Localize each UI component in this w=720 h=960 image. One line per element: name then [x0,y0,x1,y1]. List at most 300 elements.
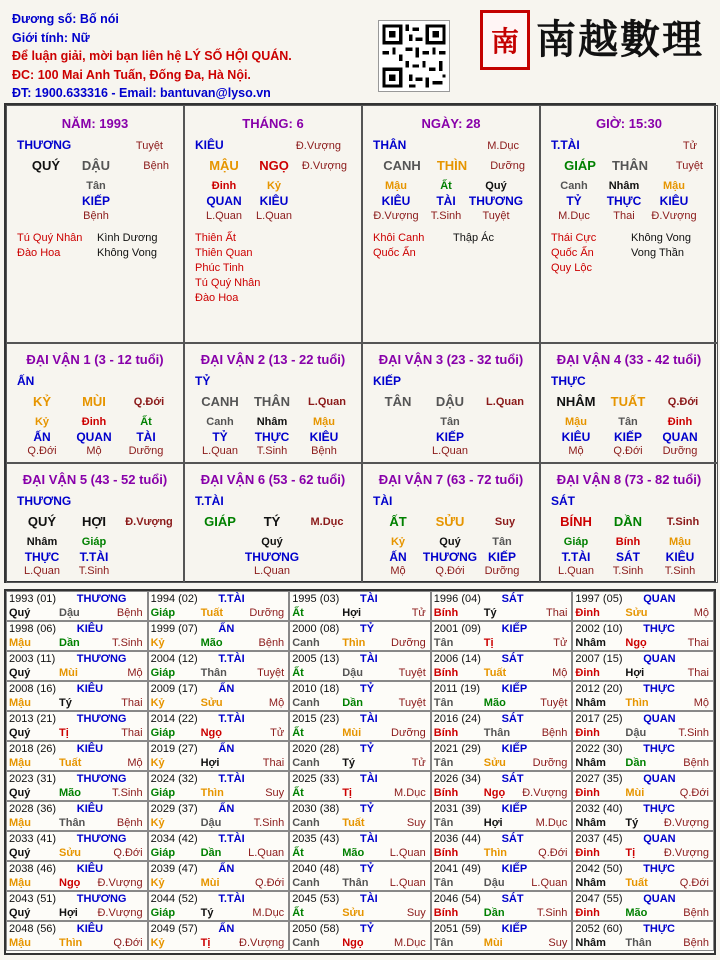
hidden-god: KIẾP [613,430,642,444]
year-stem: Canh [292,637,320,649]
year-branch: Mùi [200,877,220,889]
year-cell [572,771,714,801]
year-branch: Tị [200,937,211,949]
year-state: Q.Đới [538,847,568,859]
star-right: Thập Ác [453,232,494,244]
dai-van-title: ĐẠI VẬN 5 (43 - 52 tuổi) [22,472,168,487]
year-branch: Ngọ [200,727,222,739]
year-cell [148,861,290,891]
year-branch: Dần [200,847,222,859]
year-label: 2011 (19) [433,683,481,695]
year-god: TỶ [359,863,375,875]
year-branch: Dần [59,637,80,649]
hidden-stem: Canh [560,180,588,192]
hidden-god: ẤN [389,550,407,564]
hidden-state: Dưỡng [662,445,698,457]
hidden-state: Đ.Vượng [373,210,419,222]
dai-van-stem: BÍNH [560,514,592,529]
year-stem: Bính [433,907,459,919]
year-god: SÁT [501,893,524,905]
year-branch: Sửu [200,697,223,709]
year-label: 2005 (13) [292,653,340,665]
year-stem: Tân [433,937,454,949]
year-branch: Ngọ [59,877,81,889]
year-god: ẤN [218,803,235,815]
dai-van-state: M.Dục [310,516,344,528]
year-label: 2049 (57) [150,923,198,935]
year-god: QUAN [643,773,676,785]
year-cell [6,831,148,861]
year-branch: Mão [200,637,223,649]
dai-van-title: ĐẠI VẬN 2 (13 - 22 tuổi) [200,352,346,367]
year-state: Tử [411,607,426,619]
pillar-title: NGÀY: 28 [421,116,481,131]
year-stem: Tân [433,697,454,709]
year-god: KIẾP [501,803,528,815]
year-stem: Mậu [9,757,31,769]
contact-address: ĐC: 100 Mai Anh Tuấn, Đống Đa, Hà Nội. [12,67,251,82]
year-state: Thai [121,727,143,739]
hidden-stem: Tân [492,536,512,548]
year-label: 2016 (24) [433,713,481,725]
pillar-branch-state: Bệnh [143,160,169,172]
year-cell [431,711,573,741]
dai-van-state: Suy [494,516,516,528]
year-branch: Ngọ [342,937,364,949]
year-state: Tử [553,637,568,649]
year-state: Suy [406,817,426,829]
year-god: ẤN [218,863,235,875]
year-cell [148,921,290,951]
pillar-stem: CANH [383,158,421,173]
year-stem: Kỷ [150,937,165,949]
year-label: 2023 (31) [9,773,57,785]
hidden-stem: Tân [618,416,638,428]
star-left: Phúc Tinh [195,262,244,274]
year-branch: Hợi [200,757,220,769]
pillar-cell [184,105,362,343]
hidden-god: TÀI [136,430,156,444]
dai-van-cell [362,463,540,583]
year-god: TỶ [359,683,375,695]
year-state: M.Dục [394,937,426,949]
year-state: Tuyệt [540,697,568,709]
pillar-branch: DẬU [81,158,111,173]
hidden-god: KIẾP [81,194,110,208]
year-god: KIÊU [76,803,104,815]
year-stem: Kỷ [150,877,165,889]
dai-van-god: TÀI [373,494,393,508]
year-branch: Tuất [342,817,365,829]
year-god: T.TÀI [218,593,245,605]
year-label: 2037 (45) [575,833,623,845]
year-god: SÁT [501,773,524,785]
pillar-stem-state: Tử [682,140,697,152]
dai-van-god: TỶ [195,374,211,388]
year-cell [6,681,148,711]
hidden-state: Tuyệt [482,210,510,222]
year-cell [6,591,148,621]
hidden-god: THỰC [254,430,290,444]
year-label: 2019 (27) [150,743,198,755]
hidden-stem: Quý [485,180,507,192]
year-cell [431,591,573,621]
year-cell [148,621,290,651]
year-branch: Mùi [342,727,362,739]
year-god: THƯƠNG [76,653,127,665]
year-state: L.Quan [248,847,285,859]
year-god: KIÊU [76,743,104,755]
dai-van-state: Q.Đới [667,396,699,408]
pillar-cell [362,105,540,343]
year-stem: Giáp [150,727,176,739]
year-god: T.TÀI [218,653,245,665]
year-state: M.Dục [394,787,426,799]
hidden-stem: Đinh [81,416,107,428]
hidden-god: SÁT [616,550,640,564]
year-branch: Thân [625,937,652,949]
dai-van-stem: GIÁP [204,514,236,529]
year-god: T.TÀI [218,773,245,785]
year-state: Mộ [693,697,709,709]
dai-van-state: T.Sinh [666,516,700,528]
hidden-god: THỰC [24,550,60,564]
year-stem: Tân [433,877,454,889]
year-branch: Tị [483,637,494,649]
hidden-god: QUAN [662,430,698,444]
yearly-table [4,589,716,955]
year-cell [148,891,290,921]
year-god: THỰC [643,923,675,935]
year-state: Bệnh [116,607,143,619]
year-label: 2014 (22) [150,713,198,725]
year-label: 2044 (52) [150,893,198,905]
year-stem: Giáp [150,607,176,619]
gender: Giới tính: Nữ [12,30,90,45]
year-stem: Đinh [575,907,600,919]
year-branch: Ngọ [625,637,647,649]
year-branch: Thân [342,877,369,889]
year-state: Q.Đới [113,847,143,859]
year-stem: Ất [292,607,304,619]
year-cell [148,711,290,741]
year-label: 2030 (38) [292,803,340,815]
year-branch: Mão [342,847,365,859]
hidden-god: KIẾP [435,430,464,444]
year-cell [572,681,714,711]
year-state: T.Sinh [253,817,285,829]
hidden-state: Q.Đới [613,445,643,457]
year-god: THƯƠNG [76,773,127,785]
dai-van-stem: ẤT [389,514,407,529]
year-god: QUAN [643,833,676,845]
year-cell [6,921,148,951]
year-stem: Bính [433,607,459,619]
hidden-stem: Tân [440,416,460,428]
dai-van-title: ĐẠI VẬN 1 (3 - 12 tuổi) [26,352,164,367]
star-left: Thiên Quan [195,247,253,259]
year-cell [148,591,290,621]
dai-van-branch: DẦN [613,514,643,529]
year-cell [6,741,148,771]
year-god: THƯƠNG [76,833,127,845]
year-label: 2027 (35) [575,773,623,785]
year-state: Q.Đới [679,787,709,799]
year-state: T.Sinh [112,787,143,799]
hidden-state: L.Quan [205,210,243,222]
star-right: Vong Thần [631,247,685,259]
hidden-state: M.Dục [558,210,590,222]
year-label: 2052 (60) [575,923,623,935]
dai-van-branch: THÂN [253,394,291,409]
year-branch: Mão [483,697,506,709]
year-state: Q.Đới [113,937,143,949]
year-state: Đ.Vượng [663,847,709,859]
year-god: SÁT [501,653,524,665]
year-cell [572,801,714,831]
year-stem: Mậu [9,877,31,889]
year-branch: Mùi [483,937,503,949]
year-stem: Kỷ [150,757,165,769]
year-state: Suy [548,937,568,949]
year-label: 2042 (50) [575,863,623,875]
year-branch: Thìn [342,637,366,649]
hidden-state: Mộ [390,565,406,577]
year-god: KIÊU [76,863,104,875]
year-cell [289,891,431,921]
hidden-stem: Kỷ [266,180,282,192]
year-state: T.Sinh [678,727,709,739]
year-branch: Sửu [59,847,82,859]
hidden-god: T.TÀI [79,550,109,564]
hidden-state: Thai [613,210,635,222]
year-cell [289,711,431,741]
pillar-stem: GIÁP [564,158,596,173]
hidden-state: Q.Đới [27,445,57,457]
year-cell [431,621,573,651]
year-cell [431,651,573,681]
year-cell [431,921,573,951]
year-state: Dưỡng [391,637,426,649]
year-cell [431,681,573,711]
dai-van-stem: KỶ [32,394,52,409]
star-left: Quốc Ấn [551,247,594,259]
year-state: Thai [121,697,143,709]
hidden-state: Dưỡng [484,565,520,577]
year-label: 1995 (03) [292,593,340,605]
year-state: Tuyệt [257,667,285,679]
year-cell [289,801,431,831]
year-cell [148,831,290,861]
year-cell [289,621,431,651]
year-state: L.Quan [531,877,568,889]
dai-van-branch: TÝ [263,514,281,529]
hidden-god: KIÊU [561,430,591,444]
year-state: L.Quan [389,877,426,889]
year-label: 2008 (16) [9,683,57,695]
year-label: 1997 (05) [575,593,623,605]
year-branch: Dậu [59,607,80,619]
year-label: 2029 (37) [150,803,198,815]
year-cell [6,771,148,801]
year-label: 2002 (10) [575,623,623,635]
year-cell [572,711,714,741]
year-branch: Hợi [483,817,503,829]
hidden-god: KIÊU [665,550,695,564]
hidden-state: Mộ [86,445,102,457]
pillar-stem-god: THƯƠNG [17,138,72,152]
year-label: 2045 (53) [292,893,340,905]
dai-van-stem: CANH [201,394,239,409]
year-god: THƯƠNG [76,893,127,905]
year-stem: Đinh [575,727,600,739]
hidden-state: L.Quan [431,445,469,457]
year-cell [289,831,431,861]
year-god: TÀI [359,833,378,845]
year-stem: Bính [433,787,459,799]
year-god: SÁT [501,713,524,725]
year-god: TÀI [359,653,378,665]
year-stem: Nhâm [575,877,606,889]
year-cell [6,621,148,651]
hidden-god: ẤN [33,430,51,444]
year-label: 1994 (02) [150,593,198,605]
year-state: Mộ [268,697,285,709]
year-god: TÀI [359,773,378,785]
year-branch: Dậu [483,877,505,889]
year-label: 2041 (49) [433,863,481,875]
brand-logo: 南越數理 [536,16,704,63]
hidden-state: Bệnh [311,445,337,457]
hidden-state: L.Quan [201,445,239,457]
year-label: 2022 (30) [575,743,623,755]
year-state: Thai [687,667,709,679]
hidden-god: TÀI [436,194,456,208]
year-cell [572,591,714,621]
hidden-god: THƯƠNG [244,550,300,564]
dai-van-title: ĐẠI VẬN 3 (23 - 32 tuổi) [378,352,524,367]
pillar-cell [6,105,184,343]
year-god: T.TÀI [218,833,245,845]
year-stem: Quý [9,667,31,679]
hidden-stem: Mậu [565,416,587,428]
year-stem: Canh [292,937,320,949]
year-cell [289,741,431,771]
year-label: 1999 (07) [150,623,198,635]
hidden-state: L.Quan [255,210,293,222]
year-state: Dưỡng [249,607,285,619]
year-stem: Đinh [575,607,600,619]
year-state: Đ.Vượng [97,877,143,889]
year-god: KIÊU [76,683,104,695]
star-left: Quốc Ấn [373,247,416,259]
hidden-state: T.Sinh [430,210,462,222]
year-stem: Đinh [575,847,600,859]
year-branch: Sửu [342,907,365,919]
year-branch: Thìn [625,697,649,709]
hidden-god: TỶ [212,430,228,444]
year-god: KIẾP [501,623,528,635]
hidden-state: L.Quan [253,565,291,577]
pillar-branch: NGỌ [259,158,289,173]
hidden-stem: Mậu [385,180,407,192]
year-label: 2038 (46) [9,863,57,875]
year-label: 2039 (47) [150,863,198,875]
year-label: 2013 (21) [9,713,57,725]
hidden-stem: Giáp [563,536,589,548]
hidden-stem: Quý [261,536,283,548]
year-stem: Bính [433,847,459,859]
contact-invite: Để luận giải, mời bạn liên hệ LÝ SỐ HỘI QUÁN. [12,49,292,63]
hidden-state: T.Sinh [256,445,288,457]
year-state: Bệnh [258,637,285,649]
year-god: THỰC [643,623,675,635]
dai-van-state: Q.Đới [133,396,165,408]
dai-van-branch: DẬU [435,394,465,409]
year-branch: Tuất [59,757,82,769]
year-stem: Canh [292,817,320,829]
year-label: 2017 (25) [575,713,623,725]
pillar-stem-state: Đ.Vượng [295,140,341,152]
hidden-god: KIÊU [659,194,689,208]
year-state: Đ.Vượng [522,787,568,799]
year-branch: Mão [625,907,648,919]
year-label: 2032 (40) [575,803,623,815]
dai-van-stem: NHÂM [556,394,596,409]
year-label: 1998 (06) [9,623,57,635]
year-god: QUAN [643,653,676,665]
hidden-state: Mộ [568,445,584,457]
year-god: ẤN [218,743,235,755]
year-stem: Nhâm [575,697,606,709]
year-god: THỰC [643,683,675,695]
year-stem: Quý [9,607,31,619]
pillar-branch: THÂN [611,158,649,173]
year-stem: Mậu [9,937,31,949]
star-right: Kình Dương [97,232,158,244]
year-label: 2004 (12) [150,653,198,665]
year-stem: Mậu [9,637,31,649]
year-branch: Dậu [342,667,363,679]
hidden-stem: Quý [439,536,461,548]
year-stem: Tân [433,757,454,769]
star-left: Thái Cực [551,232,597,244]
year-cell [431,891,573,921]
year-label: 2046 (54) [433,893,481,905]
year-label: 2020 (28) [292,743,340,755]
year-state: Thai [545,607,568,619]
dai-van-state: L.Quan [308,396,346,408]
year-state: Đ.Vượng [663,817,709,829]
year-cell [6,651,148,681]
year-cell [572,861,714,891]
year-branch: Ngọ [483,787,506,799]
hidden-stem: Đinh [667,416,693,428]
year-stem: Canh [292,757,320,769]
year-stem: Tân [433,817,454,829]
year-label: 2048 (56) [9,923,57,935]
year-god: T.TÀI [218,713,245,725]
year-branch: Tý [342,757,356,769]
year-state: Dưỡng [532,757,568,769]
year-label: 2031 (39) [433,803,481,815]
seal-logo: 南 [480,10,530,70]
dai-van-state: L.Quan [486,396,524,408]
year-god: KIẾP [501,863,528,875]
year-stem: Bính [433,727,459,739]
hidden-state: T.Sinh [78,565,110,577]
hidden-stem: Canh [206,416,234,428]
